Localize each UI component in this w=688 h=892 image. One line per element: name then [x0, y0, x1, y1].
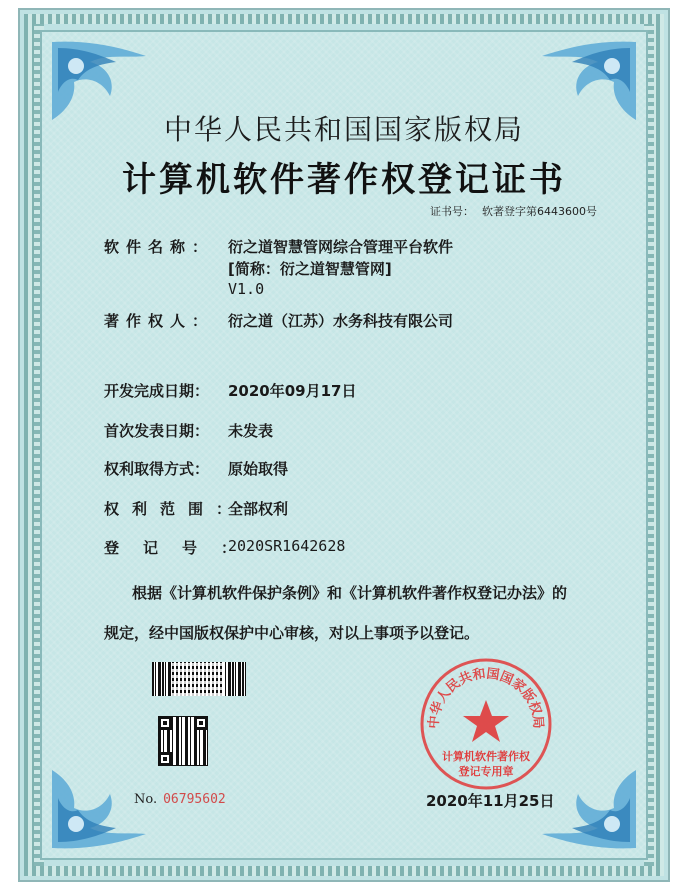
cert-no-value: 软著登字第6443600号 [482, 205, 597, 218]
cert-no-label: 证书号： [430, 205, 474, 218]
seal-ring-text: 中华人民共和国国家版权局 [426, 666, 546, 730]
software-name-value: 衍之道智慧管网综合管理平台软件 [228, 238, 454, 256]
scope-value: 全部权利 [228, 500, 289, 518]
reg-no-label: 登记号： [104, 539, 261, 557]
software-short-name: [简称：衍之道智慧管网] [228, 260, 392, 278]
seal-line2: 登记专用章 [458, 765, 514, 778]
owner-label: 著作权人： [104, 312, 215, 330]
corner-ornament-bottom-left [46, 764, 166, 854]
legal-basis-line1: 根据《计算机软件保护条例》和《计算机软件著作权登记办法》的 [132, 584, 568, 602]
serial-number [134, 792, 226, 807]
dev-date-label: 开发完成日期： [104, 382, 210, 400]
issue-date: 2020年11月25日 [426, 792, 555, 810]
certificate-number [430, 203, 597, 219]
scope-label: 权利范围： [104, 500, 245, 518]
owner-value: 衍之道（江苏）水务科技有限公司 [228, 312, 454, 330]
seal-line1: 计算机软件著作权 [442, 750, 530, 763]
reg-no-value: 2020SR1642628 [228, 537, 346, 555]
dev-date-value: 2020年09月17日 [228, 382, 357, 400]
official-seal [418, 656, 554, 792]
barcode [152, 662, 246, 696]
serial-value: 06795602 [163, 792, 226, 807]
software-version: V1.0 [228, 280, 265, 298]
issuing-authority: 中华人民共和国国家版权局 [163, 113, 524, 146]
first-pub-label: 首次发表日期： [104, 422, 210, 440]
acquire-label: 权利取得方式： [104, 460, 210, 478]
software-name-label: 软件名称： [104, 238, 215, 256]
first-pub-value: 未发表 [228, 422, 274, 440]
serial-label: No. [134, 792, 158, 807]
qr-code [158, 716, 208, 766]
legal-basis-line2: 规定，经中国版权保护中心审核，对以上事项予以登记。 [104, 624, 480, 642]
certificate-title: 计算机软件著作权登记证书 [122, 160, 566, 200]
acquire-value: 原始取得 [228, 460, 289, 478]
star-icon [463, 700, 509, 742]
